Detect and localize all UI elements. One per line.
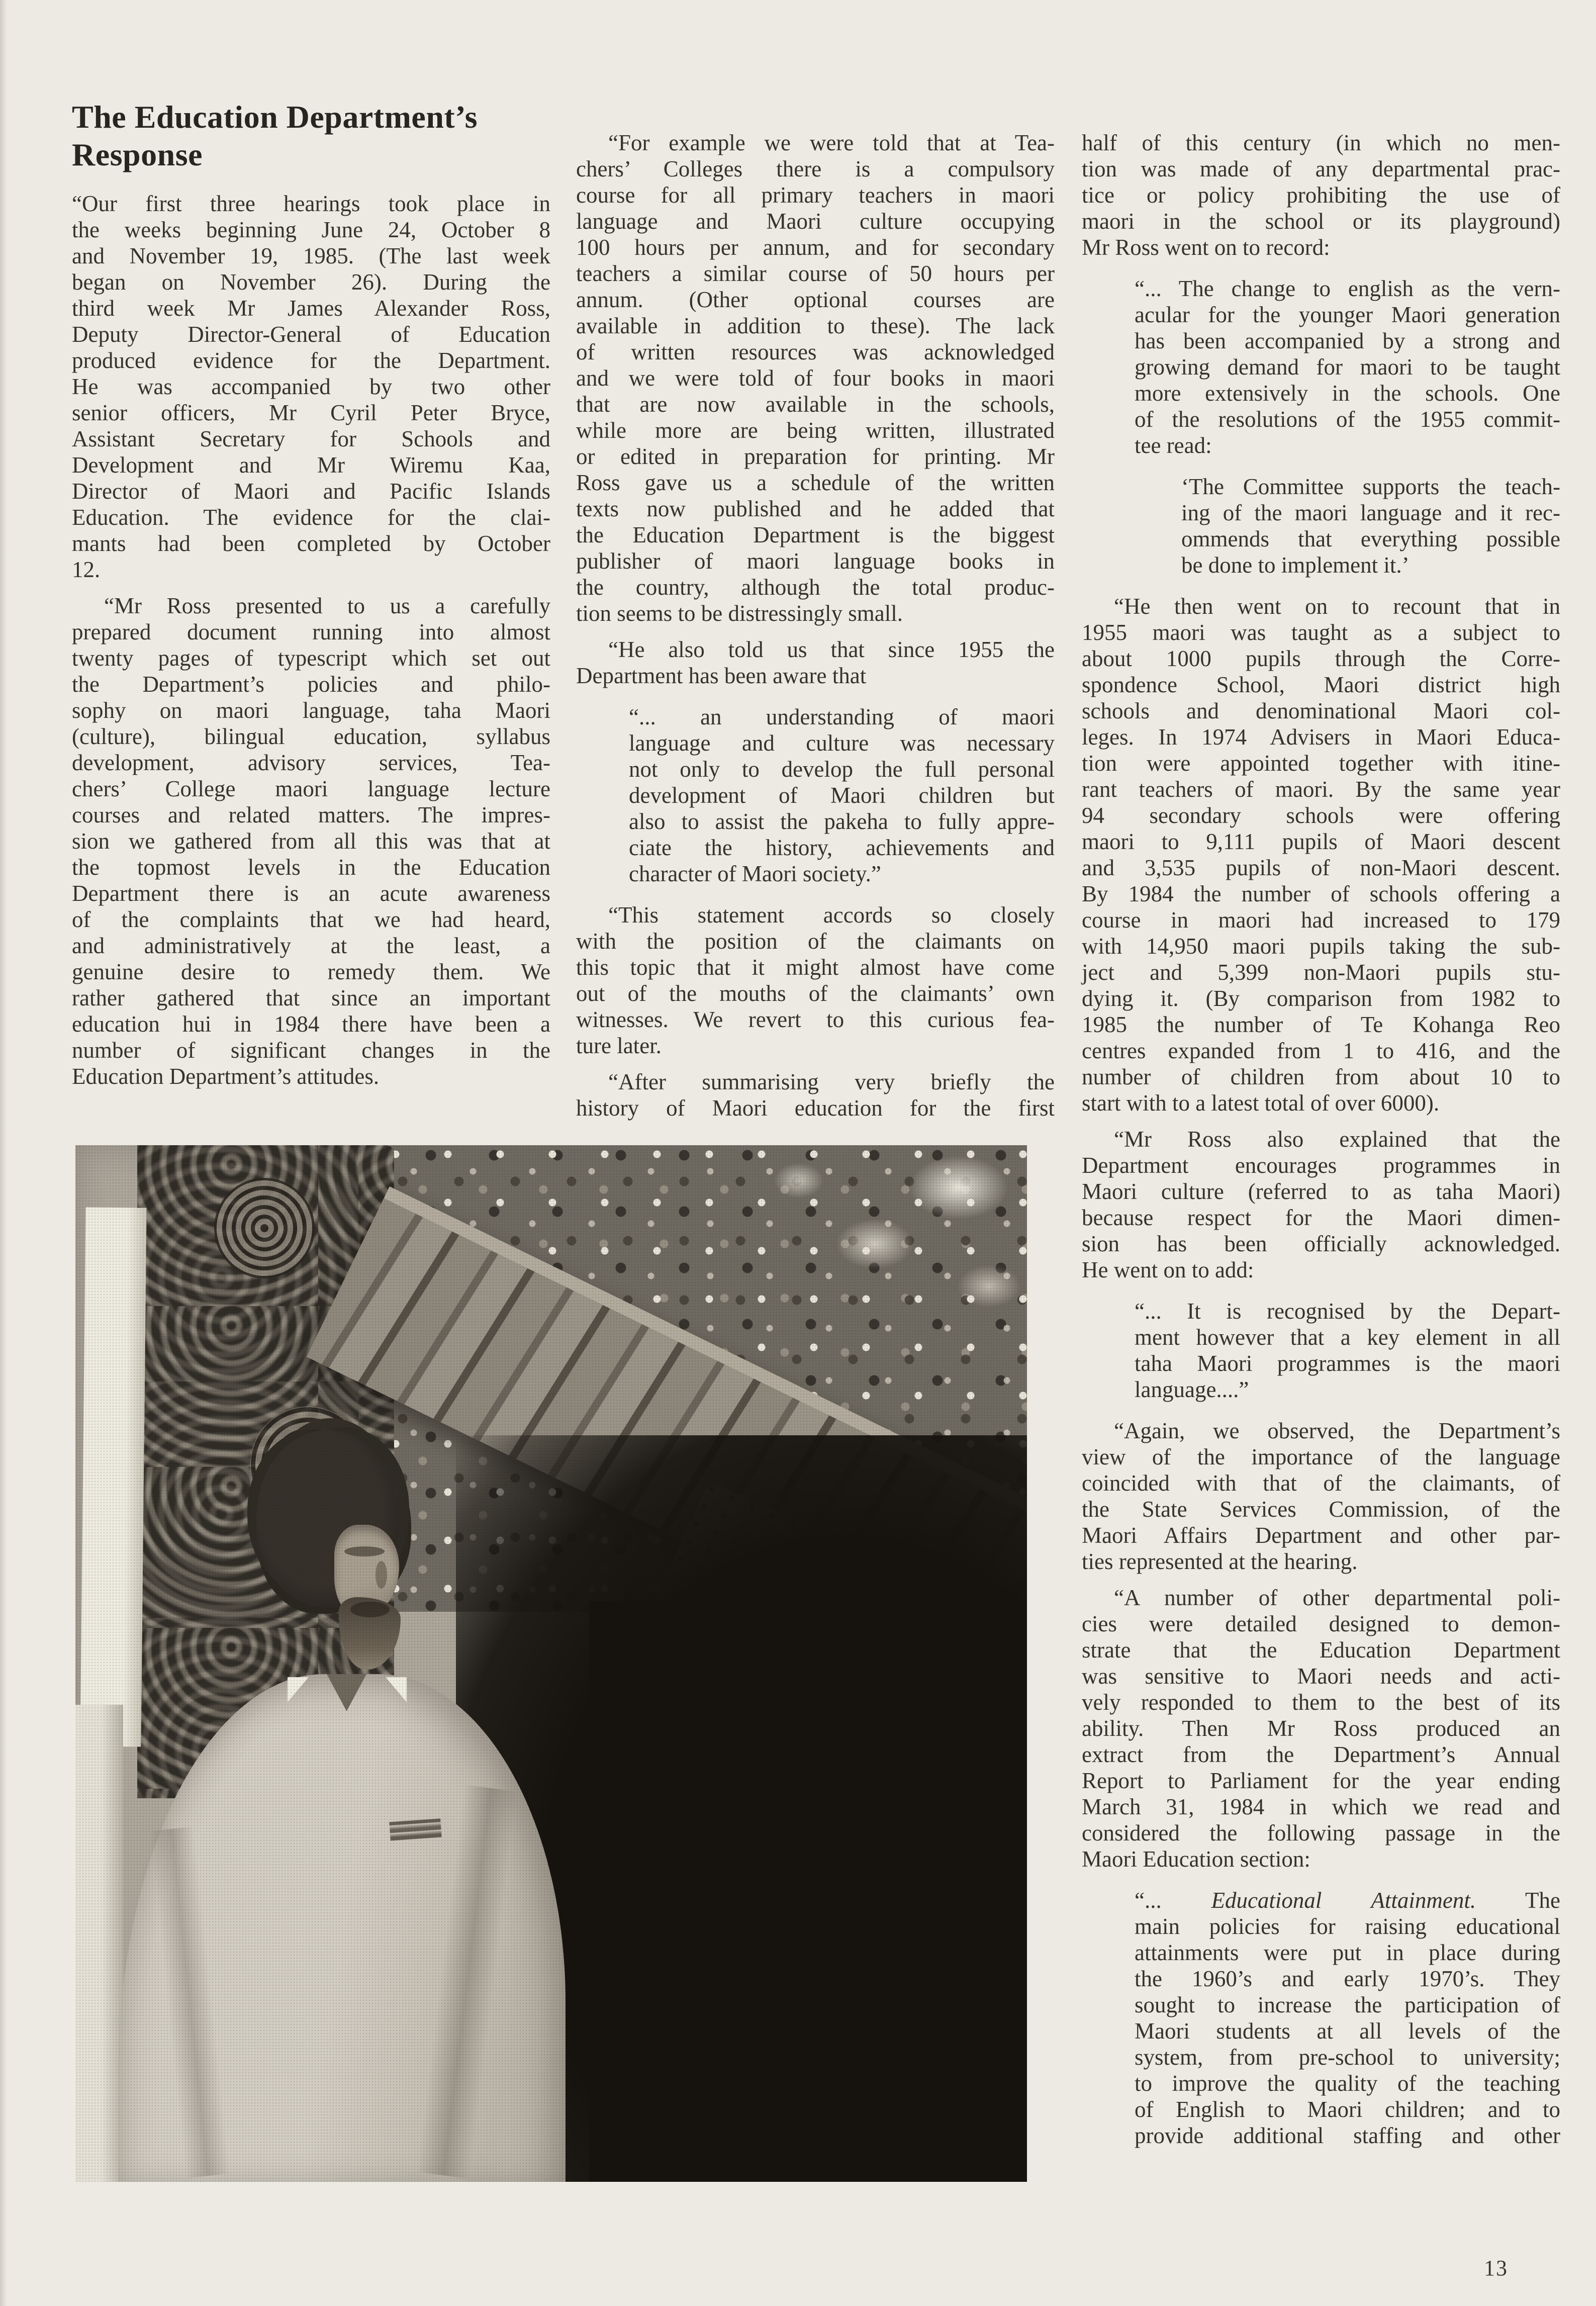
text-line: “Again, we observed, the Department’s xyxy=(1114,1418,1560,1443)
text-line: language and culture was necessary xyxy=(629,730,1055,756)
text-line: with the position of the claimants on xyxy=(576,929,1055,954)
text-line: “Mr Ross also explained that the xyxy=(1114,1127,1560,1152)
text-line: chers’ College maori language lecture xyxy=(72,776,550,801)
text-line: maori in the school or its playground) xyxy=(1082,209,1560,234)
paragraph xyxy=(1082,1585,1560,1872)
text-line: “For example we were told that at Tea- xyxy=(608,130,1055,155)
text-line: and 3,535 pupils of non-Maori descent. xyxy=(1082,855,1560,880)
article-title-line-2: Response xyxy=(72,137,203,172)
text-line: was sensitive to Maori needs and acti- xyxy=(1082,1664,1560,1689)
text-line: language and Maori culture occupying xyxy=(576,209,1055,234)
quote-block xyxy=(1181,474,1560,578)
text-line: Director of Maori and Pacific Islands xyxy=(72,479,550,504)
text-line: strate that the Education Department xyxy=(1082,1637,1560,1663)
text-line: courses and related matters. The impres- xyxy=(72,802,550,827)
text-line: tice or policy prohibiting the use of xyxy=(1082,182,1560,208)
text-line: spondence School, Maori district high xyxy=(1082,672,1560,697)
text-line: “He then went on to recount that in xyxy=(1114,594,1560,619)
text-line: 12. xyxy=(72,557,101,582)
text-line: He was accompanied by two other xyxy=(72,374,550,399)
text-line: the 1960’s and early 1970’s. They xyxy=(1135,1966,1560,1991)
text-line: Maori students at all levels of the xyxy=(1135,2018,1560,2044)
text-line: attainments were put in place during xyxy=(1135,1940,1560,1965)
text-line: acular for the younger Maori generation xyxy=(1135,302,1560,327)
text-line: senior officers, Mr Cyril Peter Bryce, xyxy=(72,400,550,425)
text-line: and we were told of four books in maori xyxy=(576,365,1055,391)
text-line: growing demand for maori to be taught xyxy=(1135,354,1560,380)
text-line: tee read: xyxy=(1135,433,1212,458)
text-line: the Education Department is the biggest xyxy=(576,522,1055,547)
text-line: the State Services Commission, of the xyxy=(1082,1497,1560,1522)
text-line: twenty pages of typescript which set out xyxy=(72,645,550,671)
text-line: “This statement accords so closely xyxy=(608,902,1055,928)
text-line: ommends that everything possible xyxy=(1181,526,1560,551)
quote-block xyxy=(629,704,1055,887)
text-line: “After summarising very briefly the xyxy=(608,1069,1055,1094)
text-line: system, from pre-school to university; xyxy=(1135,2045,1560,2070)
text-line: “Mr Ross presented to us a carefully xyxy=(104,593,550,618)
text-line: tion seems to be distressingly small. xyxy=(576,601,903,626)
text-line: ties represented at the hearing. xyxy=(1082,1549,1358,1574)
text-line: of the resolutions of the 1955 commit- xyxy=(1135,407,1560,432)
text-line: start with to a latest total of over 6000). xyxy=(1082,1090,1440,1116)
text-line: ing of the maori language and it rec- xyxy=(1181,500,1560,525)
text-line: Mr Ross went on to record: xyxy=(1082,235,1330,260)
text-line: 1955 maori was taught as a subject to xyxy=(1082,620,1560,645)
text-line: “A number of other departmental poli- xyxy=(1114,1585,1560,1610)
text-line: chers’ Colleges there is a compulsory xyxy=(576,156,1055,181)
text-line: Ross gave us a schedule of the written xyxy=(576,470,1055,495)
page-number: 13 xyxy=(1484,2256,1508,2280)
text-line: while more are being written, illustrated xyxy=(576,418,1055,443)
text-line: number of significant changes in the xyxy=(72,1038,550,1063)
text-line: that are now available in the schools, xyxy=(576,392,1055,417)
text-line: publisher of maori language books in xyxy=(576,548,1055,574)
text-line: history of Maori education for the first xyxy=(576,1095,1055,1121)
text-line: “... Educational Attainment. The xyxy=(1135,1888,1560,1913)
text-line: extract from the Department’s Annual xyxy=(1082,1742,1560,1767)
text-line: annum. (Other optional courses are xyxy=(576,287,1055,312)
quote-block xyxy=(1135,1298,1560,1403)
text-line: tion were appointed together with itine- xyxy=(1082,751,1560,776)
text-line: mants had been completed by October xyxy=(72,531,550,556)
text-line: provide additional staffing and other xyxy=(1135,2123,1560,2148)
text-line: of the complaints that we had heard, xyxy=(72,907,550,932)
text-column-2 xyxy=(576,130,1055,1121)
text-line: teachers a similar course of 50 hours per xyxy=(576,261,1055,286)
text-line: the country, although the total produc- xyxy=(576,575,1055,600)
article-title-line-1: The Education Department’s xyxy=(72,99,478,135)
paragraph xyxy=(72,593,550,1089)
text-line: the Department’s policies and philo- xyxy=(72,672,550,697)
text-line: with 14,950 maori pupils taking the sub- xyxy=(1082,934,1560,959)
text-line: of written resources was acknowledged xyxy=(576,339,1055,364)
text-line: rant teachers of maori. By the same year xyxy=(1082,777,1560,802)
text-line: this topic that it might almost have come xyxy=(576,955,1055,980)
text-line: and administratively at the least, a xyxy=(72,933,550,958)
text-line: ment however that a key element in all xyxy=(1135,1325,1560,1350)
text-line: 1985 the number of Te Kohanga Reo xyxy=(1082,1012,1560,1037)
text-line: has been accompanied by a strong and xyxy=(1135,328,1560,353)
photo-halftone-overlay xyxy=(75,1145,1027,2182)
text-line: “Our first three hearings took place in xyxy=(72,191,550,216)
paragraph xyxy=(1082,593,1560,1116)
text-line: maori to 9,111 pupils of Maori descent xyxy=(1082,829,1560,854)
text-line: out of the mouths of the claimants’ own xyxy=(576,981,1055,1006)
text-line: tion was made of any departmental prac- xyxy=(1082,156,1560,181)
text-line: rather gathered that since an important xyxy=(72,985,550,1010)
text-line: By 1984 the number of schools offering a xyxy=(1082,881,1560,906)
photo-man-before-maori-carvings xyxy=(75,1145,1027,2182)
text-line: to improve the quality of the teaching xyxy=(1135,2071,1560,2096)
paragraph xyxy=(576,902,1055,1059)
text-line: because respect for the Maori dimen- xyxy=(1082,1205,1560,1230)
text-line: the weeks beginning June 24, October 8 xyxy=(72,217,550,242)
article-title xyxy=(72,98,550,173)
text-line: number of children from about 10 to xyxy=(1082,1064,1560,1089)
paragraph xyxy=(1082,1126,1560,1283)
paragraph xyxy=(576,130,1055,626)
quote-block xyxy=(1135,1887,1560,2149)
text-line: sion has been officially acknowledged. xyxy=(1082,1231,1560,1256)
text-line: 100 hours per annum, and for secondary xyxy=(576,235,1055,260)
text-line: produced evidence for the Department. xyxy=(72,348,550,373)
text-line: witnesses. We revert to this curious fea- xyxy=(576,1007,1055,1032)
text-line: course for all primary teachers in maori xyxy=(576,182,1055,208)
text-line: available in addition to these). The lack xyxy=(576,313,1055,338)
text-line: vely responded to them to the best of its xyxy=(1082,1690,1560,1715)
text-line: and November 19, 1985. (The last week xyxy=(72,243,550,268)
text-line: sophy on maori language, taha Maori xyxy=(72,698,550,723)
text-line: be done to implement it.’ xyxy=(1181,552,1410,578)
text-line: ject and 5,399 non-Maori pupils stu- xyxy=(1082,960,1560,985)
text-line: (culture), bilingual education, syllabus xyxy=(72,724,550,749)
text-line: “He also told us that since 1955 the xyxy=(608,637,1055,662)
paragraph xyxy=(1082,1418,1560,1575)
text-line: taha Maori programmes is the maori xyxy=(1135,1351,1560,1376)
text-line: main policies for raising educational xyxy=(1135,1914,1560,1939)
text-line: course in maori had increased to 179 xyxy=(1082,907,1560,933)
text-line: March 31, 1984 in which we read and xyxy=(1082,1794,1560,1819)
text-line: view of the importance of the language xyxy=(1082,1444,1560,1469)
paragraph xyxy=(1082,130,1560,260)
text-line: He went on to add: xyxy=(1082,1257,1254,1282)
text-line: cies were detailed designed to demon- xyxy=(1082,1611,1560,1636)
text-line: Department has been aware that xyxy=(576,663,867,688)
text-line: sought to increase the participation of xyxy=(1135,1992,1560,2017)
paragraph xyxy=(72,191,550,583)
text-line: Assistant Secretary for Schools and xyxy=(72,426,550,451)
text-line: coincided with that of the claimants, of xyxy=(1082,1470,1560,1496)
text-line: the topmost levels in the Education xyxy=(72,855,550,880)
text-line: Education. The evidence for the clai- xyxy=(72,505,550,530)
text-line: language....” xyxy=(1135,1377,1249,1402)
text-line: Report to Parliament for the year ending xyxy=(1082,1768,1560,1793)
text-column-3 xyxy=(1082,130,1560,2149)
text-line: third week Mr James Alexander Ross, xyxy=(72,296,550,321)
text-line: Maori Education section: xyxy=(1082,1847,1310,1872)
text-line: Department encourages programmes in xyxy=(1082,1153,1560,1178)
text-line: half of this century (in which no men- xyxy=(1082,130,1560,155)
text-line: Development and Mr Wiremu Kaa, xyxy=(72,452,550,478)
text-line: not only to develop the full personal xyxy=(629,757,1055,782)
text-line: texts now published and he added that xyxy=(576,496,1055,521)
text-line: development, advisory services, Tea- xyxy=(72,750,550,775)
text-line: prepared document running into almost xyxy=(72,619,550,644)
text-line: genuine desire to remedy them. We xyxy=(72,959,550,984)
paragraph xyxy=(576,636,1055,689)
text-line: more extensively in the schools. One xyxy=(1135,381,1560,406)
text-line: schools and denominational Maori col- xyxy=(1082,698,1560,723)
paragraph xyxy=(576,1069,1055,1121)
text-line: dying it. (By comparison from 1982 to xyxy=(1082,986,1560,1011)
text-line: began on November 26). During the xyxy=(72,269,550,295)
text-line: sion we gathered from all this was that at xyxy=(72,828,550,854)
text-line: about 1000 pupils through the Corre- xyxy=(1082,646,1560,671)
text-column-1 xyxy=(72,98,550,1089)
text-line: also to assist the pakeha to fully appre- xyxy=(629,809,1055,834)
text-line: or edited in preparation for printing. Mr xyxy=(576,444,1055,469)
text-line: considered the following passage in the xyxy=(1082,1820,1560,1846)
text-line: character of Maori society.” xyxy=(629,861,881,886)
text-line: “... The change to english as the vern- xyxy=(1135,276,1560,301)
text-line: Maori culture (referred to as taha Maori) xyxy=(1082,1179,1560,1204)
text-line: of English to Maori children; and to xyxy=(1135,2097,1560,2122)
text-line: ‘The Committee supports the teach- xyxy=(1181,474,1560,499)
text-line: ture later. xyxy=(576,1033,662,1058)
text-line: 94 secondary schools were offering xyxy=(1082,803,1560,828)
text-line: development of Maori children but xyxy=(629,783,1055,808)
text-line: “... an understanding of maori xyxy=(629,704,1055,729)
text-line: ciate the history, achievements and xyxy=(629,835,1055,860)
text-line: education hui in 1984 there have been a xyxy=(72,1011,550,1037)
text-line: Department there is an acute awareness xyxy=(72,881,550,906)
text-line: centres expanded from 1 to 416, and the xyxy=(1082,1038,1560,1063)
text-line: Education Department’s attitudes. xyxy=(72,1064,380,1089)
quote-block xyxy=(1135,275,1560,458)
text-line: leges. In 1974 Advisers in Maori Educa- xyxy=(1082,724,1560,750)
text-line: Deputy Director-General of Education xyxy=(72,322,550,347)
text-line: ability. Then Mr Ross produced an xyxy=(1082,1716,1560,1741)
text-line: Maori Affairs Department and other par- xyxy=(1082,1523,1560,1548)
text-line: “... It is recognised by the Depart- xyxy=(1135,1299,1560,1324)
